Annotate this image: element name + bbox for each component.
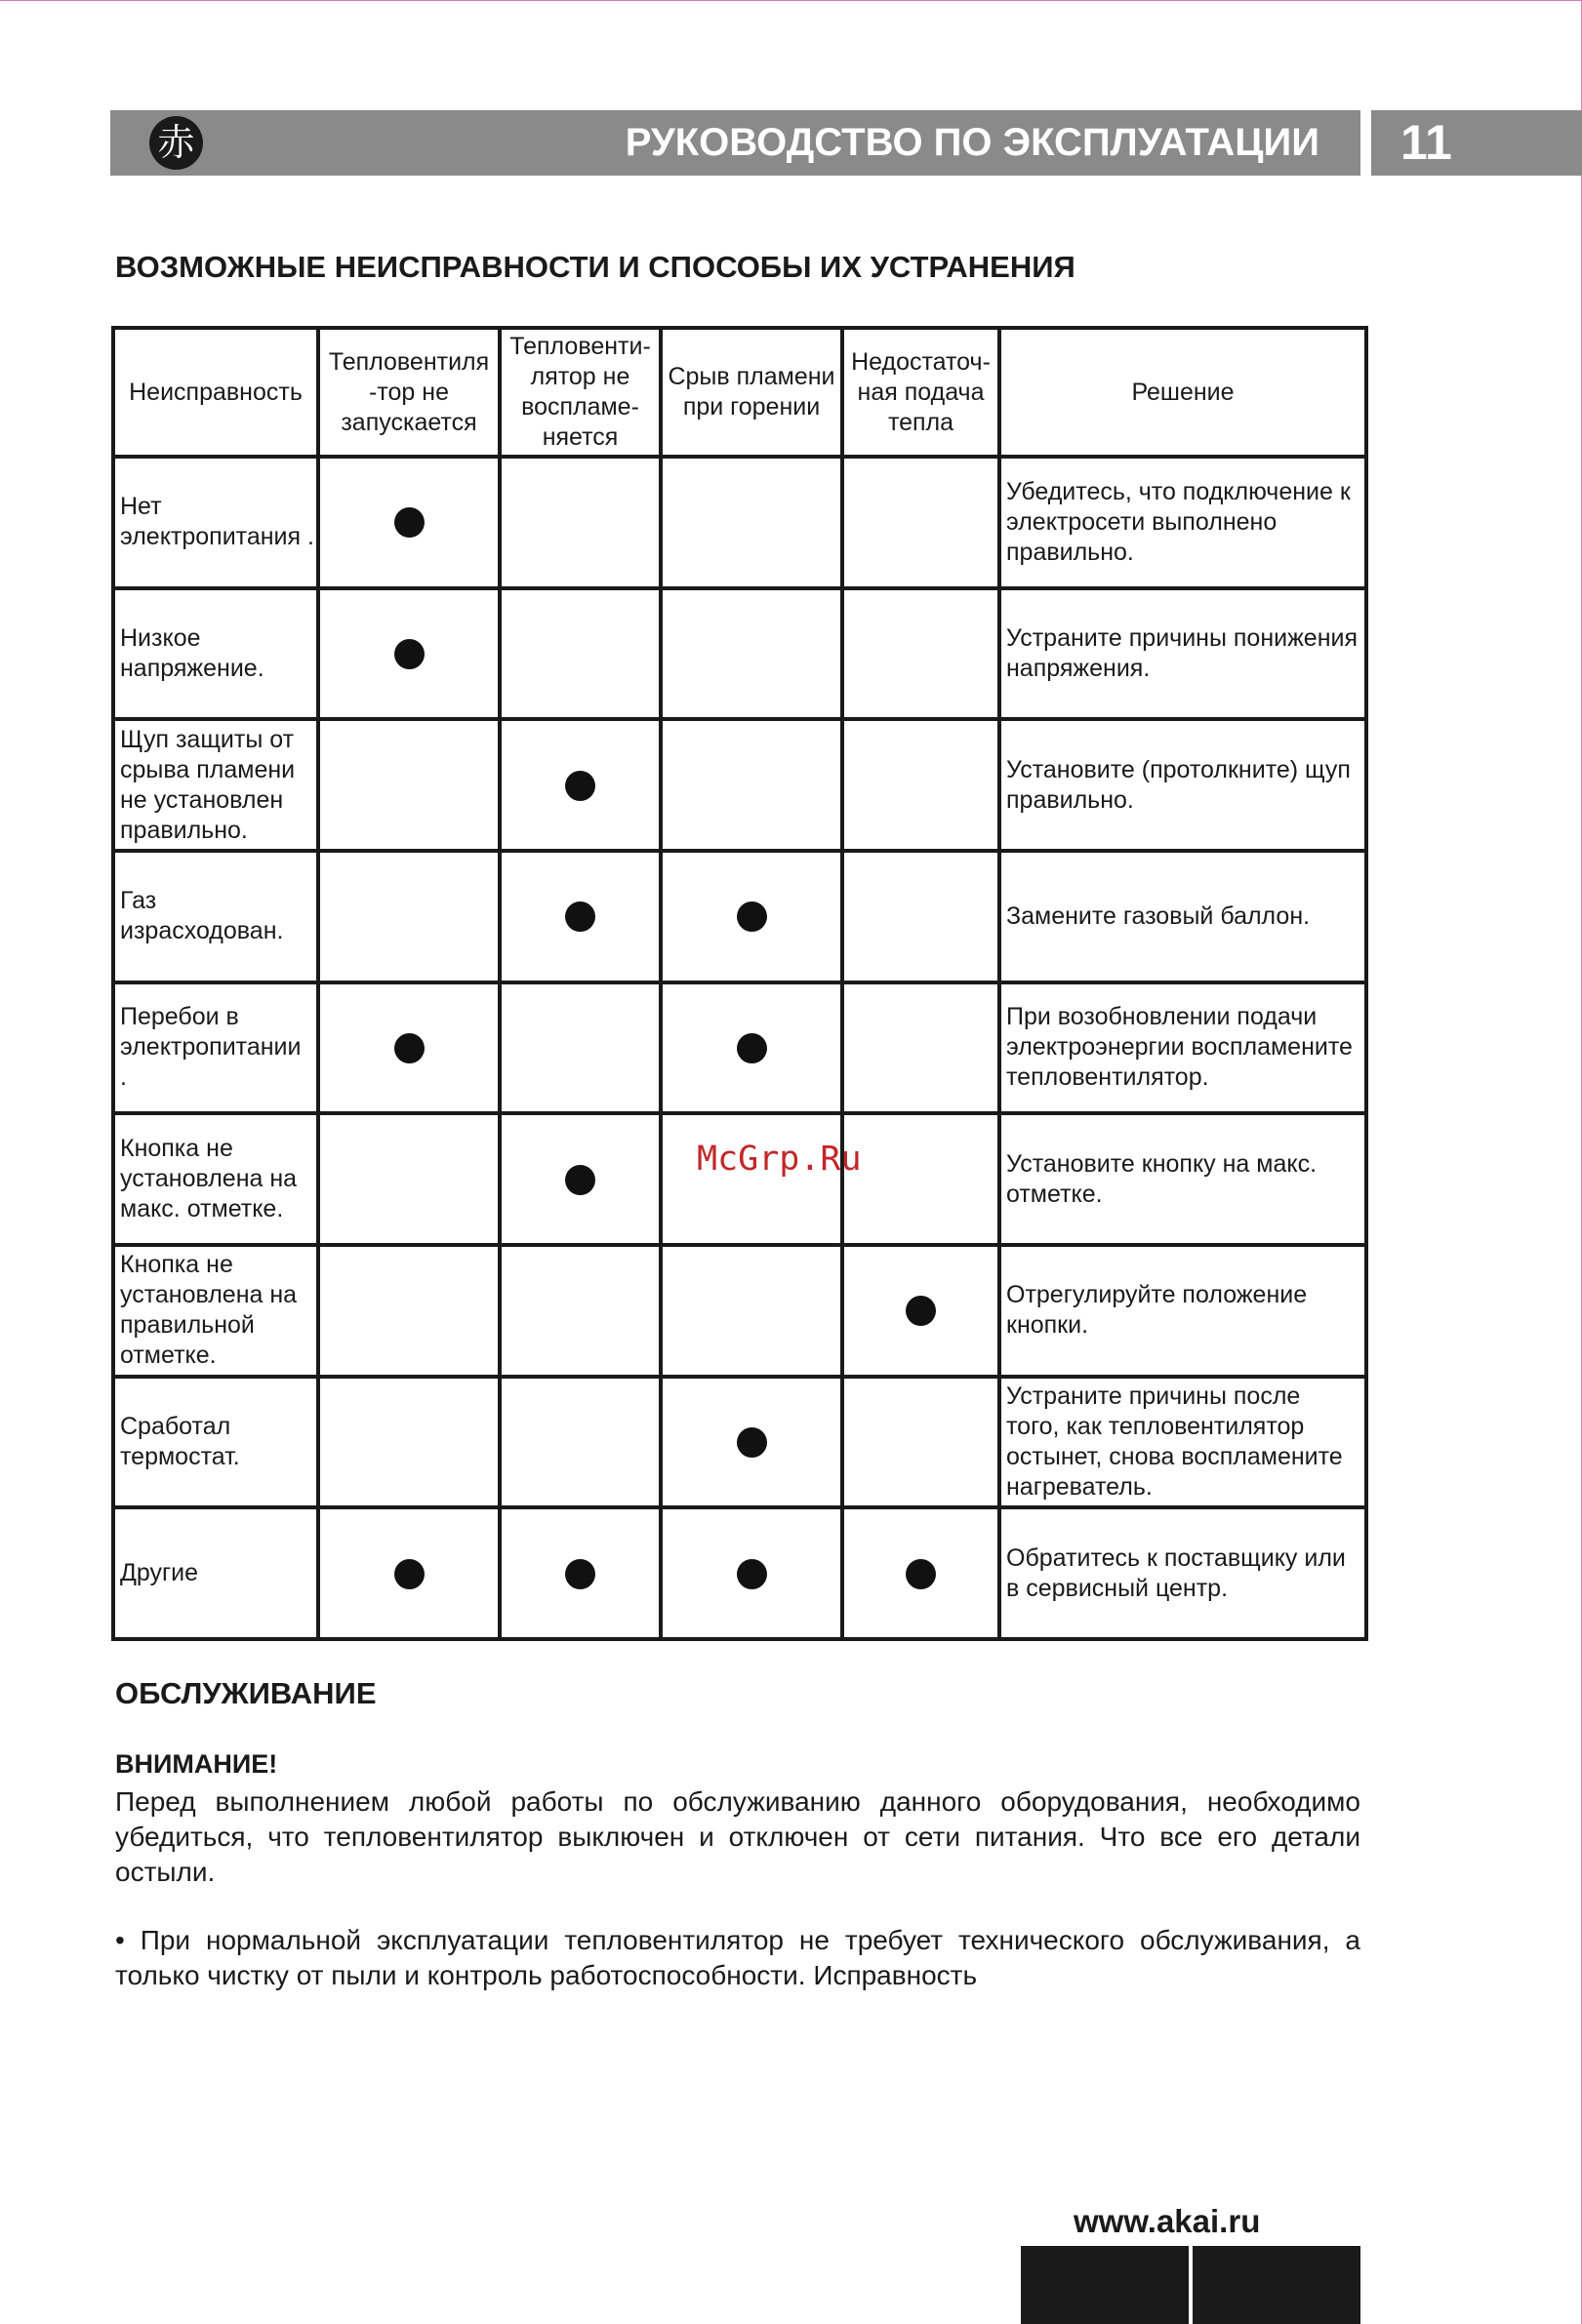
header-not-starting: Тепловентиля -тор не запускается — [318, 328, 500, 457]
fault-cell: Кнопка не установлена на правильной отметке. — [113, 1245, 318, 1377]
solution-cell: Убедитесь, что подключение к электросети выполнено правильно. — [999, 457, 1366, 588]
mark-cell — [500, 1113, 661, 1245]
bullet-dot-icon — [737, 1559, 767, 1589]
faults-table — [111, 326, 1368, 1641]
table-row — [113, 1113, 1366, 1245]
bullet-dot-icon — [565, 771, 595, 801]
mark-cell — [318, 457, 500, 588]
solution-cell: Замените газовый баллон. — [999, 851, 1366, 982]
mark-cell — [661, 719, 842, 851]
header-title: РУКОВОДСТВО ПО ЭКСПЛУАТАЦИИ — [625, 121, 1319, 164]
mark-cell — [842, 982, 999, 1114]
mark-cell — [500, 1377, 661, 1508]
mark-cell — [318, 1113, 500, 1245]
table-row — [113, 1507, 1366, 1639]
mark-cell — [842, 457, 999, 588]
header-flame-out: Срыв пламени при горении — [661, 328, 842, 457]
fault-cell: Газ израсходован. — [113, 851, 318, 982]
mark-cell — [661, 982, 842, 1114]
footer-website: www.akai.ru — [1074, 2203, 1261, 2239]
mark-cell — [661, 1377, 842, 1508]
mark-cell — [500, 457, 661, 588]
mark-cell — [500, 588, 661, 720]
bullet-dot-icon — [906, 1296, 936, 1326]
fault-cell: Другие — [113, 1507, 318, 1639]
watermark: McGrp.Ru — [697, 1140, 862, 1179]
mark-cell — [500, 1507, 661, 1639]
mark-cell — [661, 851, 842, 982]
header-bar — [110, 110, 1360, 176]
bullet-dot-icon — [565, 1559, 595, 1589]
mark-cell — [661, 1245, 842, 1377]
service-section-title: ОБСЛУЖИВАНИЕ — [115, 1676, 377, 1710]
solution-cell: Установите кнопку на макс. отметке. — [999, 1113, 1366, 1245]
mark-cell — [318, 588, 500, 720]
mark-cell — [318, 982, 500, 1114]
maintenance-bullet: • При нормальной эксплуатации тепловентилятор не требует технического обслуживания, а только чистку от пыли и контроль работоспособности. Исправность — [115, 1925, 1360, 1990]
faults-section-title: ВОЗМОЖНЫЕ НЕИСПРАВНОСТИ И СПОСОБЫ ИХ УСТРАНЕНИЯ — [115, 250, 1075, 284]
solution-cell: Устраните причины понижения напряжения. — [999, 588, 1366, 720]
bullet-dot-icon — [394, 1559, 425, 1589]
table-row — [113, 719, 1366, 851]
mark-cell — [318, 719, 500, 851]
solution-cell: При возобновлении подачи электроэнергии воспламените тепловентилятор. — [999, 982, 1366, 1114]
warning-title: ВНИМАНИЕ! — [115, 1749, 278, 1779]
mark-cell — [500, 982, 661, 1114]
bullet-dot-icon — [906, 1559, 936, 1589]
table-row — [113, 982, 1366, 1114]
bullet-dot-icon — [394, 1033, 425, 1063]
header-fault: Неисправность — [113, 328, 318, 457]
bullet-dot-icon — [394, 639, 425, 669]
mark-cell — [318, 1507, 500, 1639]
header-not-igniting: Тепловенти- лятор не воспламе- няется — [500, 328, 661, 457]
fault-cell: Сработал термостат. — [113, 1377, 318, 1508]
mark-cell — [318, 851, 500, 982]
mark-cell — [500, 1245, 661, 1377]
bullet-dot-icon — [737, 1427, 767, 1458]
page-number-box — [1371, 110, 1582, 176]
table-row — [113, 457, 1366, 588]
fault-cell: Нет электропитания . — [113, 457, 318, 588]
brand-logo-icon: 赤 — [149, 116, 203, 170]
fault-cell: Перебои в электропитании . — [113, 982, 318, 1114]
fault-cell: Низкое напряжение. — [113, 588, 318, 720]
solution-cell: Отрегулируйте положение кнопки. — [999, 1245, 1366, 1377]
mark-cell — [842, 1377, 999, 1508]
page-number: 11 — [1400, 115, 1452, 170]
fault-cell: Щуп защиты от срыва пламени не установлен правильно. — [113, 719, 318, 851]
bullet-dot-icon — [737, 1033, 767, 1063]
bullet-dot-icon — [394, 507, 425, 538]
page-edge-top — [0, 0, 1582, 1]
table-row — [113, 1377, 1366, 1508]
mark-cell — [842, 851, 999, 982]
bullet-dot-icon — [737, 902, 767, 932]
mark-cell — [661, 1113, 842, 1245]
mark-cell — [842, 588, 999, 720]
header-solution: Решение — [999, 328, 1366, 457]
bullet-dot-icon — [565, 1165, 595, 1195]
mark-cell — [661, 457, 842, 588]
mark-cell — [500, 851, 661, 982]
table-row — [113, 1245, 1366, 1377]
solution-cell: Обратитесь к поставщику или в сервисный центр. — [999, 1507, 1366, 1639]
warning-paragraph: Перед выполнением любой работы по обслуживанию данного оборудования, необходимо убедиться, что тепловентилятор выключен и отключен от сети питания. Что все его детали остыли. — [115, 1786, 1360, 1887]
mark-cell — [318, 1245, 500, 1377]
footer-block-right — [1193, 2246, 1360, 2324]
table-row — [113, 851, 1366, 982]
table-row — [113, 588, 1366, 720]
bullet-dot-icon — [565, 902, 595, 932]
solution-cell: Установите (протолкните) щуп правильно. — [999, 719, 1366, 851]
mark-cell — [842, 1507, 999, 1639]
mark-cell — [500, 719, 661, 851]
mark-cell — [842, 719, 999, 851]
mark-cell — [661, 588, 842, 720]
table-header-row — [113, 328, 1366, 457]
mark-cell — [842, 1113, 999, 1245]
fault-cell: Кнопка не установлена на макс. отметке. — [113, 1113, 318, 1245]
solution-cell: Устраните причины после того, как тепловентилятор остынет, снова воспламените нагреватель. — [999, 1377, 1366, 1508]
footer-block-left — [1021, 2246, 1189, 2324]
mark-cell — [842, 1245, 999, 1377]
mark-cell — [318, 1377, 500, 1508]
header-low-heat: Недостаточ- ная подача тепла — [842, 328, 999, 457]
mark-cell — [661, 1507, 842, 1639]
